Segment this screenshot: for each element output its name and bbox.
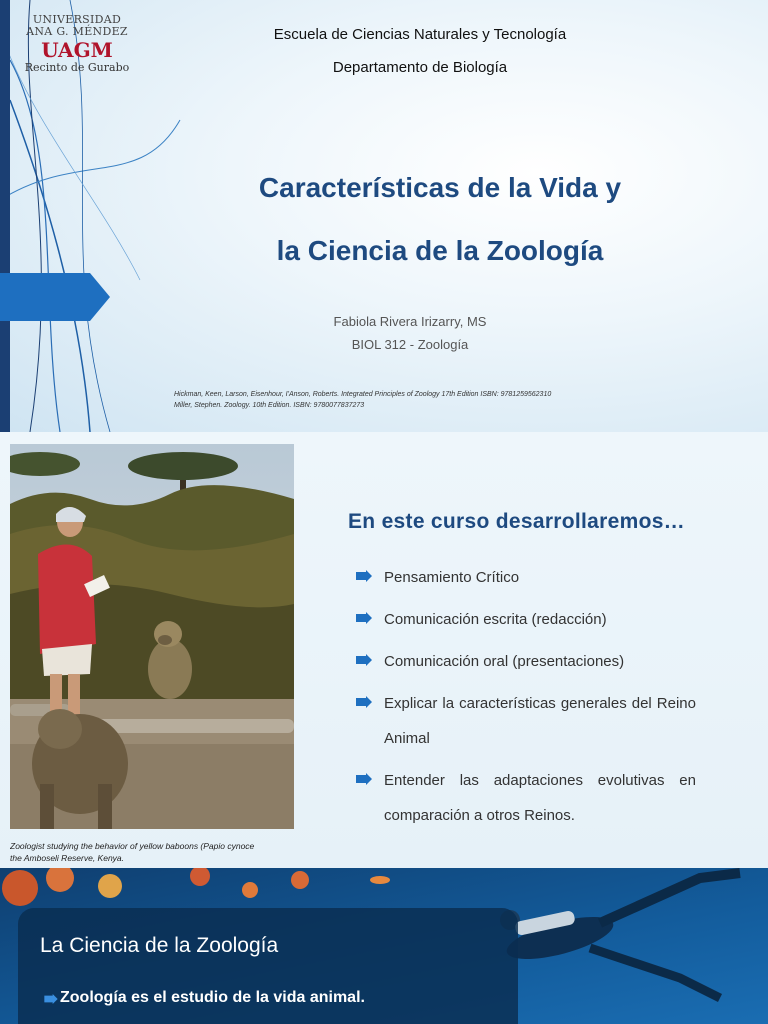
left-accent-bar: [0, 0, 10, 432]
department-name: Departamento de Biología: [332, 59, 508, 76]
list-item: [356, 560, 696, 595]
arrow-bullet-icon: [44, 994, 58, 1004]
list-item: [356, 644, 696, 679]
course-goals-slide: [0, 432, 768, 868]
course-code: BIOL 312 - Zoología: [351, 337, 469, 352]
bullet-text: Pensamiento Crítico: [384, 569, 520, 586]
logo-campus: Recinto de Gurabo: [24, 61, 130, 74]
zoologist-baboons-photo: [10, 444, 294, 829]
university-logo: [22, 14, 132, 74]
definition-bullet: Zoología es el estudio de la vida animal.: [60, 989, 365, 1006]
logo-line-name: ANA G. MÉNDEZ: [26, 25, 128, 38]
zoology-intro-slide: [0, 868, 768, 1024]
logo-line-university: UNIVERSIDAD: [32, 13, 122, 26]
slide-title-line-2: la Ciencia de la Zoología: [276, 235, 604, 266]
list-item: [356, 763, 696, 833]
bullet-text: Entender las adaptaciones evolutivas en comparación a otros Reinos.: [384, 772, 696, 824]
arrow-bullet-icon: [356, 612, 372, 624]
logo-acronym: UAGM: [41, 38, 113, 62]
arrow-bullet-icon: [356, 654, 372, 666]
photo-caption-line-1: Zoologist studying the behavior of yellow baboons (Papio cynoce: [10, 841, 255, 851]
bullet-text: Explicar la características generales del Reino Animal: [384, 695, 696, 747]
reference-2: Miller, Stephen. Zoology. 10th Edition. ISBN: 9780077837273: [174, 402, 365, 409]
author-name: Fabiola Rivera Irizarry, MS: [333, 314, 487, 329]
reference-1: Hickman, Keen, Larson, Eisenhour, I'Anson, Roberts. Integrated Principles of Zoology 17th Edition ISBN: 9781259562310: [174, 391, 552, 398]
list-item: [356, 602, 696, 637]
bullet-text: Comunicación oral (presentaciones): [384, 653, 625, 670]
arrow-bullet-icon: [356, 696, 372, 708]
photo-illustration: [10, 444, 294, 829]
slide-title-line-1: Características de la Vida y: [258, 172, 622, 203]
list-item: [356, 686, 696, 756]
photo-caption-line-2: the Amboseli Reserve, Kenya.: [10, 853, 125, 863]
school-name: Escuela de Ciencias Naturales y Tecnología: [273, 26, 567, 43]
course-goals-heading: En este curso desarrollaremos…: [348, 510, 685, 533]
arrow-bullet-icon: [356, 773, 372, 785]
title-slide: [0, 0, 768, 432]
bullet-text: Comunicación escrita (redacción): [384, 611, 607, 628]
section-title: La Ciencia de la Zoología: [40, 934, 279, 957]
course-goals-list: [356, 560, 696, 840]
arrow-bullet-icon: [356, 570, 372, 582]
pentagon-arrow-shape: [0, 273, 110, 321]
